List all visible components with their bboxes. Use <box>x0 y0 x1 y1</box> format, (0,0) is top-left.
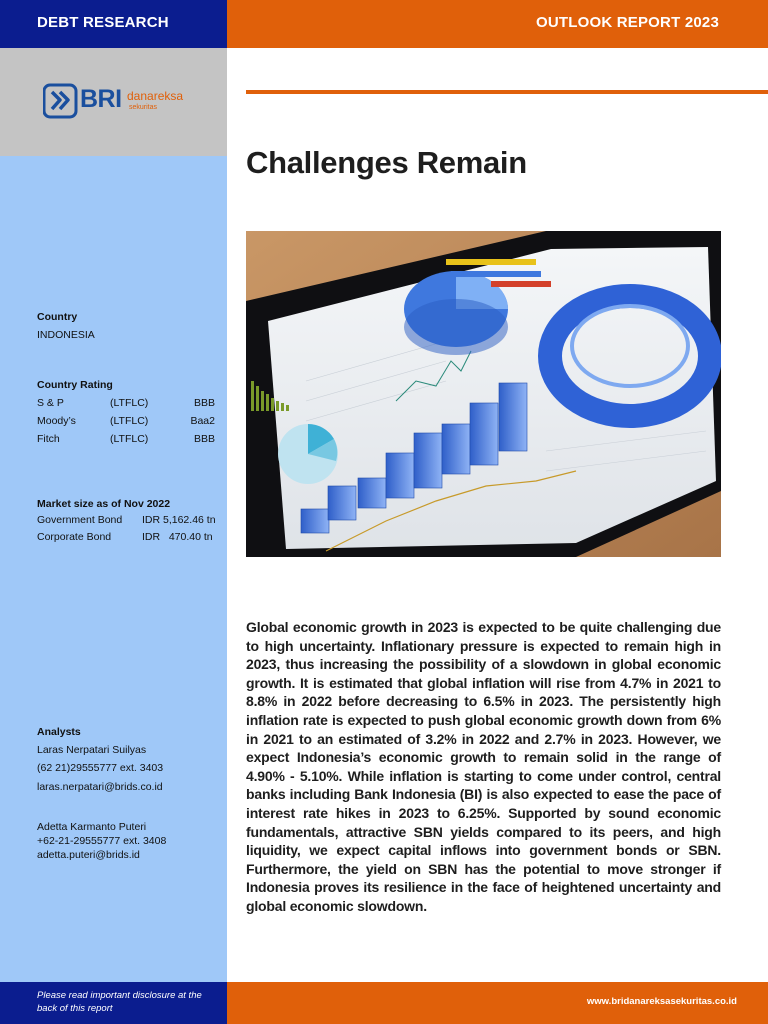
rating-value: Baa2 <box>190 415 215 427</box>
analyst-phone: +62-21-29555777 ext. 3408 <box>37 835 167 847</box>
country-rating-label: Country Rating <box>37 379 113 391</box>
market-row <box>37 514 227 530</box>
analyst-name: Laras Nerpatari Suilyas <box>37 744 147 756</box>
market-value: IDR 470.40 tn <box>142 531 213 543</box>
rating-row <box>37 397 215 413</box>
market-row <box>37 531 227 547</box>
rating-value: BBB <box>193 397 215 409</box>
rating-agency: S & P <box>37 397 64 409</box>
department-label: DEBT RESEARCH <box>37 14 169 31</box>
rating-value: BBB <box>193 433 215 445</box>
rating-type: (LTFLC) <box>110 415 149 427</box>
logo-subtext-sekuritas: sekuritas <box>129 104 158 111</box>
country-label: Country <box>37 311 78 323</box>
country-value: INDONESIA <box>37 329 95 341</box>
market-name: Government Bond <box>37 514 123 526</box>
rating-agency: Fitch <box>37 433 60 445</box>
logo-brand-text: BRI <box>80 85 122 113</box>
rating-row <box>37 433 215 449</box>
rating-row <box>37 415 215 431</box>
market-value: IDR 5,162.46 tn <box>142 514 216 526</box>
hero-image <box>246 231 721 557</box>
analyst-name: Adetta Karmanto Puteri <box>37 821 147 833</box>
body-paragraph: Global economic growth in 2023 is expected to be quite challenging due to high uncertainty. Inflationary pressure is expected to remain high in 2023, thus increasing the possibility of a slowdown in global economic growth. It is estimated that global inflation will rise from 4.7% in 2021 to 8.8% in 2022 before decreasing to 6.5% in 2023. The persistently high inflation rate is expected to push global economic growth down from 6% in 2021 to an estimated of 3.2% in 2022 and 2.7% in 2023. However, we expect Indonesia’s economic growth to remain solid in the range of 4.90% - 5.10%. While inflation is starting to come under control, central banks including Bank Indonesia (BI) is also expected to ease the pace of interest rate hikes in 2023 to 6.25%. Supported by sound economic fundamentals, attractive SBN yields compared to its peers, and high liquidity, we expect capital inflows into government bonds or SBN. Furthermore, the yield on SBN has the potential to move stronger if Indonesia proves its resilience in the face of heightened uncertainty and global economic slowdown. <box>246 619 721 914</box>
market-size-label: Market size as of Nov 2022 <box>37 498 171 510</box>
report-title: OUTLOOK REPORT 2023 <box>535 14 719 31</box>
analyst-phone: (62 21)29555777 ext. 3403 <box>37 762 164 774</box>
market-name: Corporate Bond <box>37 531 112 543</box>
website-link[interactable]: www.bridanareksasekuritas.co.id <box>586 996 737 1007</box>
analysts-label: Analysts <box>37 726 81 738</box>
rating-type: (LTFLC) <box>110 433 149 445</box>
disclaimer-text: Please read important disclosure at the back of this report <box>37 990 202 1014</box>
logo-subtext-danareksa: danareksa <box>127 89 184 103</box>
analyst-email[interactable]: adetta.puteri@brids.id <box>37 849 140 861</box>
title-rule <box>246 90 768 94</box>
page-title: Challenges Remain <box>246 145 527 180</box>
rating-type: (LTFLC) <box>110 397 149 409</box>
analyst-email[interactable]: laras.nerpatari@brids.co.id <box>37 781 163 793</box>
rating-agency: Moody’s <box>37 415 76 427</box>
